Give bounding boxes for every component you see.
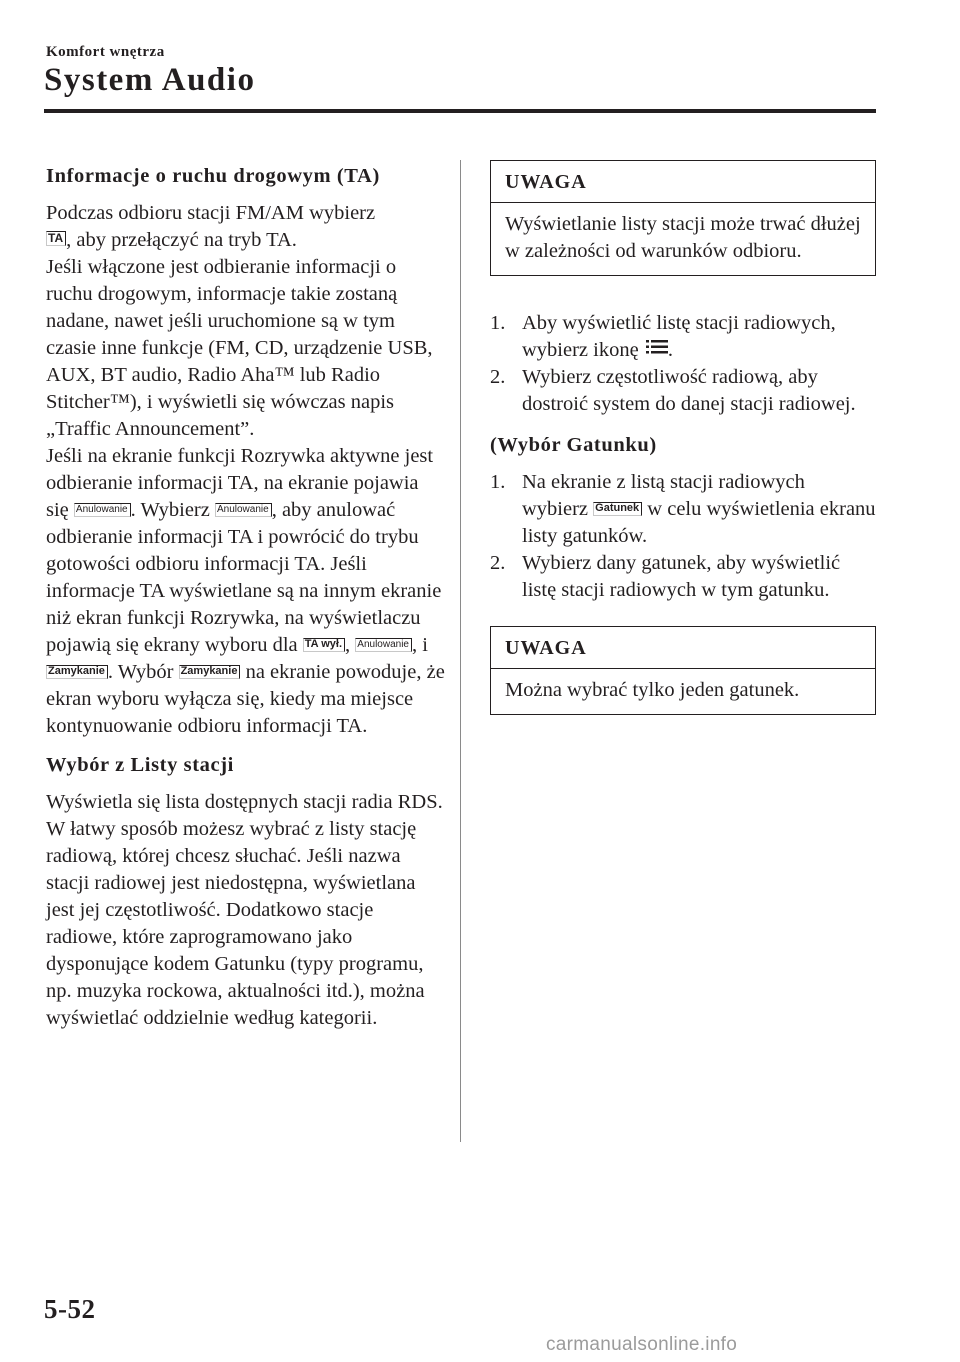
step-text-end: . xyxy=(667,339,673,361)
ta-p3-f: . Wybór xyxy=(107,661,174,683)
note-body: Można wybrać tylko jeden gatunek. xyxy=(505,679,800,701)
ta-p3-d: , xyxy=(345,634,351,656)
ta-p3-e: , i xyxy=(412,634,428,656)
ta-p1-post: , aby przełączyć na tryb TA. xyxy=(66,229,297,251)
step-text: Wybierz dany gatunek, aby wyświetlić listę stacji radiowych w tym gatunku. xyxy=(522,552,841,601)
step-number: 2. xyxy=(490,366,506,388)
step-number: 2. xyxy=(490,552,506,574)
title-rule xyxy=(44,109,876,113)
ta-p3-g: na ekranie powoduje, że ekran wyboru wyłącza się, kiedy ma miejsce kontynuowanie odbioru informacji TA. xyxy=(46,661,445,737)
list-item xyxy=(490,364,876,418)
ta-p1-text: Podczas odbioru stacji FM/AM wybierz xyxy=(46,202,376,224)
step-text: Wybierz częstotliwość radiową, aby dostroić system do danej stacji radiowej. xyxy=(522,366,856,415)
ta-button: TA xyxy=(46,231,66,246)
list-item xyxy=(490,550,876,604)
note-box-2 xyxy=(490,626,876,715)
list-icon xyxy=(646,339,668,355)
ta-paragraph-1 xyxy=(46,200,446,254)
cancel-button-icon: Anulowanie xyxy=(355,638,412,652)
ta-p3-c: , aby anulować odbieranie informacji TA i powrócić do trybu gotowości odbioru informacji TA. Jeśli informacje TA wyświetlane są na innym ekranie niż ekran funkcji Rozrywka, na wyświetlaczu pojawią się ekrany wyboru dla xyxy=(46,499,442,656)
step-text: Na ekranie z listą stacji radiowych wybierz xyxy=(522,471,805,520)
genre-button-icon: Gatunek xyxy=(593,502,642,516)
step-text-end: w celu wyświetlenia ekranu listy gatunków. xyxy=(522,498,876,547)
close-button-icon: Zamykanie xyxy=(46,665,108,679)
note-heading: UWAGA xyxy=(491,161,875,203)
watermark: carmanualsonline.info xyxy=(546,1334,738,1355)
section-label: Komfort wnętrza xyxy=(46,44,165,60)
station-list-paragraph: Wyświetla się lista dostępnych stacji radia RDS. W łatwy sposób możesz wybrać z listy stację radiową, której chcesz słuchać. Jeśli nazwa stacji radiowej jest niedostępna, wyświetlana jest jej częstotliwość. Dodatkowo stacje radiowe, które zaprogramowano jako dysponujące kodem Gatunku (typy programu, np. muzyka rockowa, aktualności itd.), można wyświetlać oddzielnie według kategorii. xyxy=(46,791,443,1029)
right-column xyxy=(490,160,876,715)
step-number: 1. xyxy=(490,471,506,493)
step-text: Aby wyświetlić listę stacji radiowych, wybierz ikonę xyxy=(522,312,836,361)
station-list-heading: Wybór z Listy stacji xyxy=(46,754,234,776)
ta-p3-a: Jeśli na ekranie funkcji Rozrywka aktywne jest odbieranie informacji TA, na ekranie pojawia się xyxy=(46,445,434,521)
page-number: 5-52 xyxy=(44,1294,96,1324)
left-column xyxy=(46,163,446,1044)
list-item xyxy=(490,469,876,550)
ta-p3-b: . Wybierz xyxy=(130,499,210,521)
cancel-button-icon: Anulowanie xyxy=(215,503,272,517)
step-number: 1. xyxy=(490,312,506,334)
list-item xyxy=(490,310,876,364)
genre-heading: (Wybór Gatunku) xyxy=(490,434,657,456)
note-body: Wyświetlanie listy stacji może trwać dłużej w zależności od warunków odbioru. xyxy=(505,213,861,262)
ta-heading: Informacje o ruchu drogowym (TA) xyxy=(46,165,380,187)
ta-paragraph-2: Jeśli włączone jest odbieranie informacji o ruchu drogowym, informacje takie zostaną nadane, nawet jeśli uruchomione są w tym czasie inne funkcje (FM, CD, urządzenie USB, AUX, BT audio, Radio Aha™ lub Radio Stitcher™), i wyświetli się wówczas napis „Traffic Announcement”. xyxy=(46,256,433,440)
ta-paragraph-3 xyxy=(46,443,446,740)
cancel-button-icon: Anulowanie xyxy=(74,503,131,517)
close-button-icon: Zamykanie xyxy=(179,665,241,679)
station-list-steps xyxy=(490,310,876,418)
genre-steps xyxy=(490,469,876,604)
note-heading: UWAGA xyxy=(491,627,875,669)
ta-off-button-icon: TA wył. xyxy=(303,638,345,652)
column-divider xyxy=(460,160,461,1142)
note-box-1 xyxy=(490,160,876,276)
page-title: System Audio xyxy=(44,62,256,98)
